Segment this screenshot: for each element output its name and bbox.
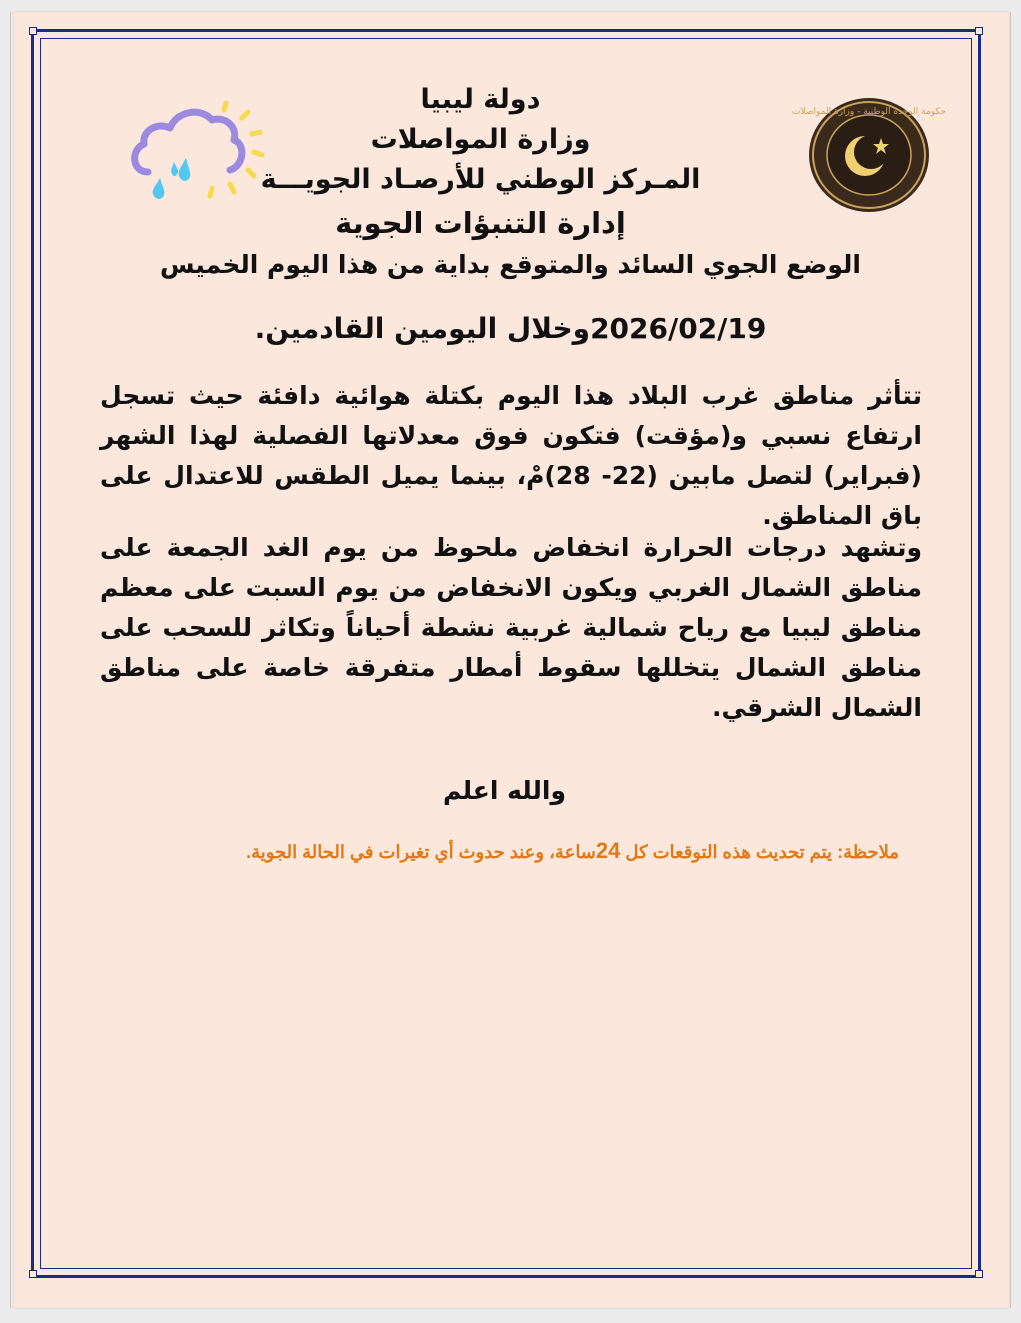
note-text-start: ملاحظة: يتم تحديث هذه التوقعات كل — [620, 842, 899, 862]
page-edge-right — [1010, 12, 1011, 1308]
border-corner — [29, 1270, 37, 1278]
border-corner — [29, 27, 37, 35]
forecast-date-line: 2026/02/19وخلال اليومين القادمين. — [254, 312, 767, 345]
border-corner — [975, 27, 983, 35]
header-ministry: وزارة المواصلات — [370, 124, 591, 155]
forecast-paragraph-1: تتأثر مناطق غرب البلاد هذا اليوم بكتلة هوائية دافئة حيث تسجل ارتفاع نسبي و(مؤقت) فتكون فوق معدلاتها الفصلية لهذا الشهر (فبراير) لتصل مابين (22- 28)مْ، بينما يميل الطقس للاعتدال على باق المناطق. — [100, 381, 922, 530]
header-department: إدارة التنبؤات الجوية — [335, 206, 626, 240]
border-corner — [975, 1270, 983, 1278]
update-note — [246, 838, 899, 864]
header-center: المـركز الوطني للأرصـاد الجويـــة — [260, 164, 701, 195]
closing-phrase: والله اعلم — [442, 776, 567, 805]
forecast-subtitle: الوضع الجوي السائد والمتوقع بداية من هذا اليوم الخميس — [160, 250, 861, 279]
note-hours: 24 — [595, 838, 621, 863]
header-state: دولة ليبيا — [420, 84, 541, 115]
note-text-end: ساعة، وعند حدوث أي تغيرات في الحالة الجوية. — [246, 842, 596, 862]
seal-ring-text: حكومة الوحدة الوطنية - وزارة المواصلات — [792, 107, 946, 117]
forecast-paragraph-2: وتشهد درجات الحرارة انخفاض ملحوظ من يوم الغد الجمعة على مناطق الشمال الغربي ويكون الانخفاض من يوم السبت على معظم مناطق ليبيا مع رياح شمالية غربية نشطة أحياناً وتكاثر للسحب على مناطق الشمال يتخللها سقوط أمطار متفرقة خاصة على مناطق الشمال الشرقي. — [100, 533, 922, 722]
